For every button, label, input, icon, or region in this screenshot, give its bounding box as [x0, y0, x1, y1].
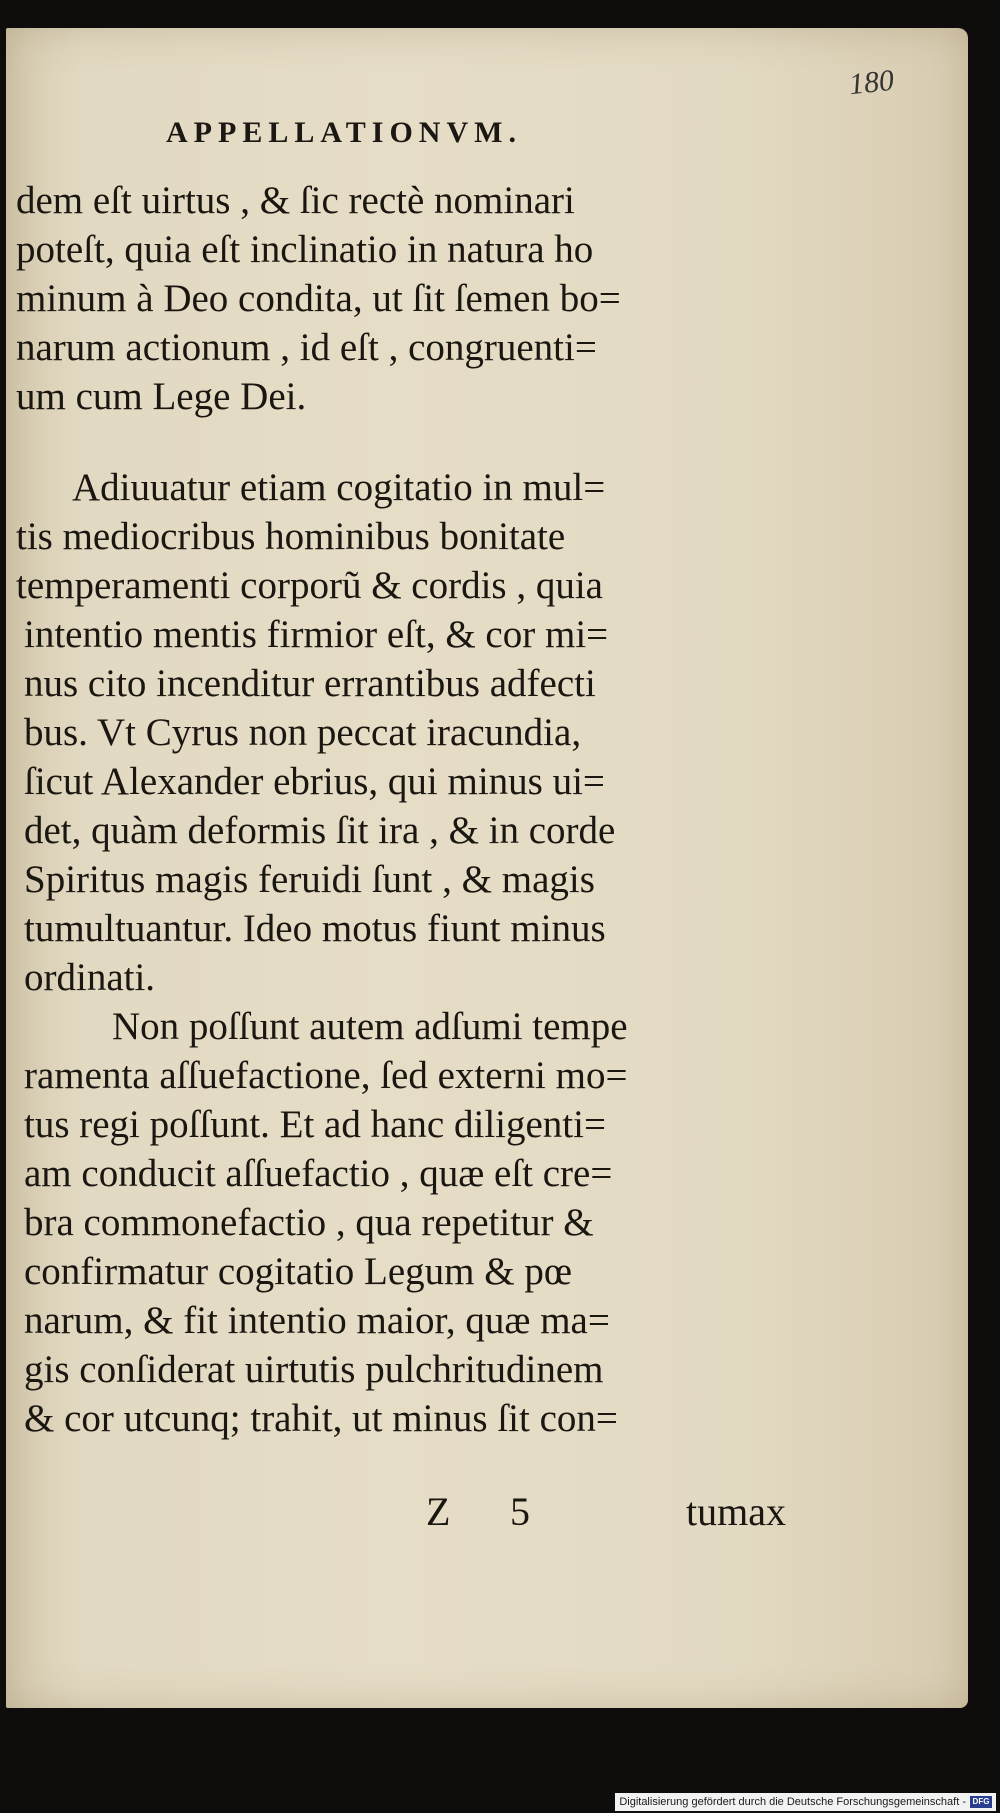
text-line: bra commonefactio , qua repetitur &	[24, 1201, 594, 1244]
text-line: bus. Vt Cyrus non peccat iracundia,	[24, 711, 582, 754]
text-line: ramenta aſſuefactione, ſed externi mo=	[24, 1054, 628, 1097]
running-head: APPELLATIONVM.	[166, 116, 522, 149]
text-line: intentio mentis firmior eſt, & cor mi=	[24, 613, 609, 656]
text-line: um cum Lege Dei.	[16, 375, 307, 418]
text-line: ſicut Alexander ebrius, qui minus ui=	[24, 760, 605, 803]
text-line: tumultuantur. Ideo motus fiunt minus	[24, 907, 606, 950]
text-line: am conducit aſſuefactio , quæ eſt cre=	[24, 1152, 613, 1195]
text-line: temperamenti corporũ & cordis , quia	[16, 564, 603, 607]
signature-number: 5	[510, 1489, 530, 1534]
text-line: Non poſſunt autem adſumi tempe	[112, 1005, 628, 1048]
text-line: narum actionum , id eſt , congruenti=	[16, 326, 597, 369]
text-line: ordinati.	[24, 956, 156, 999]
signature-line	[426, 1488, 786, 1538]
text-line: tus regi poſſunt. Et ad hanc diligenti=	[24, 1103, 606, 1146]
text-line: Spiritus magis feruidi ſunt , & magis	[24, 858, 595, 901]
text-line: tis mediocribus hominibus bonitate	[16, 515, 566, 558]
paragraph-gap	[16, 421, 776, 463]
text-line: poteſt, quia eſt inclinatio in natura ho	[16, 228, 594, 271]
text-line: confirmatur cogitatio Legum & pœ	[24, 1250, 573, 1293]
credit-text: Digitalisierung gefördert durch die Deutsche Forschungsgemeinschaft -	[619, 1796, 966, 1808]
text-line: det, quàm deformis ſit ira , & in corde	[24, 809, 616, 852]
text-line: gis conſiderat uirtutis pulchritudinem	[24, 1348, 604, 1391]
text-line: nus cito incenditur errantibus adfecti	[24, 662, 596, 705]
text-block	[16, 176, 776, 1443]
folio-number: 180	[847, 63, 896, 102]
dfg-logo-icon: DFG	[970, 1796, 992, 1808]
catchword: tumax	[686, 1489, 786, 1534]
text-line: & cor utcunq; trahit, ut minus ſit con=	[24, 1397, 618, 1440]
text-line: dem eſt uirtus , & ſic rectè nominari	[16, 179, 575, 222]
text-line: minum à Deo condita, ut ſit ſemen bo=	[16, 277, 621, 320]
digitization-credit	[615, 1793, 996, 1811]
signature-mark: Z	[426, 1489, 451, 1534]
text-line: Adiuuatur etiam cogitatio in mul=	[72, 466, 606, 509]
book-page	[6, 28, 968, 1708]
text-line: narum, & fit intentio maior, quæ ma=	[24, 1299, 610, 1342]
